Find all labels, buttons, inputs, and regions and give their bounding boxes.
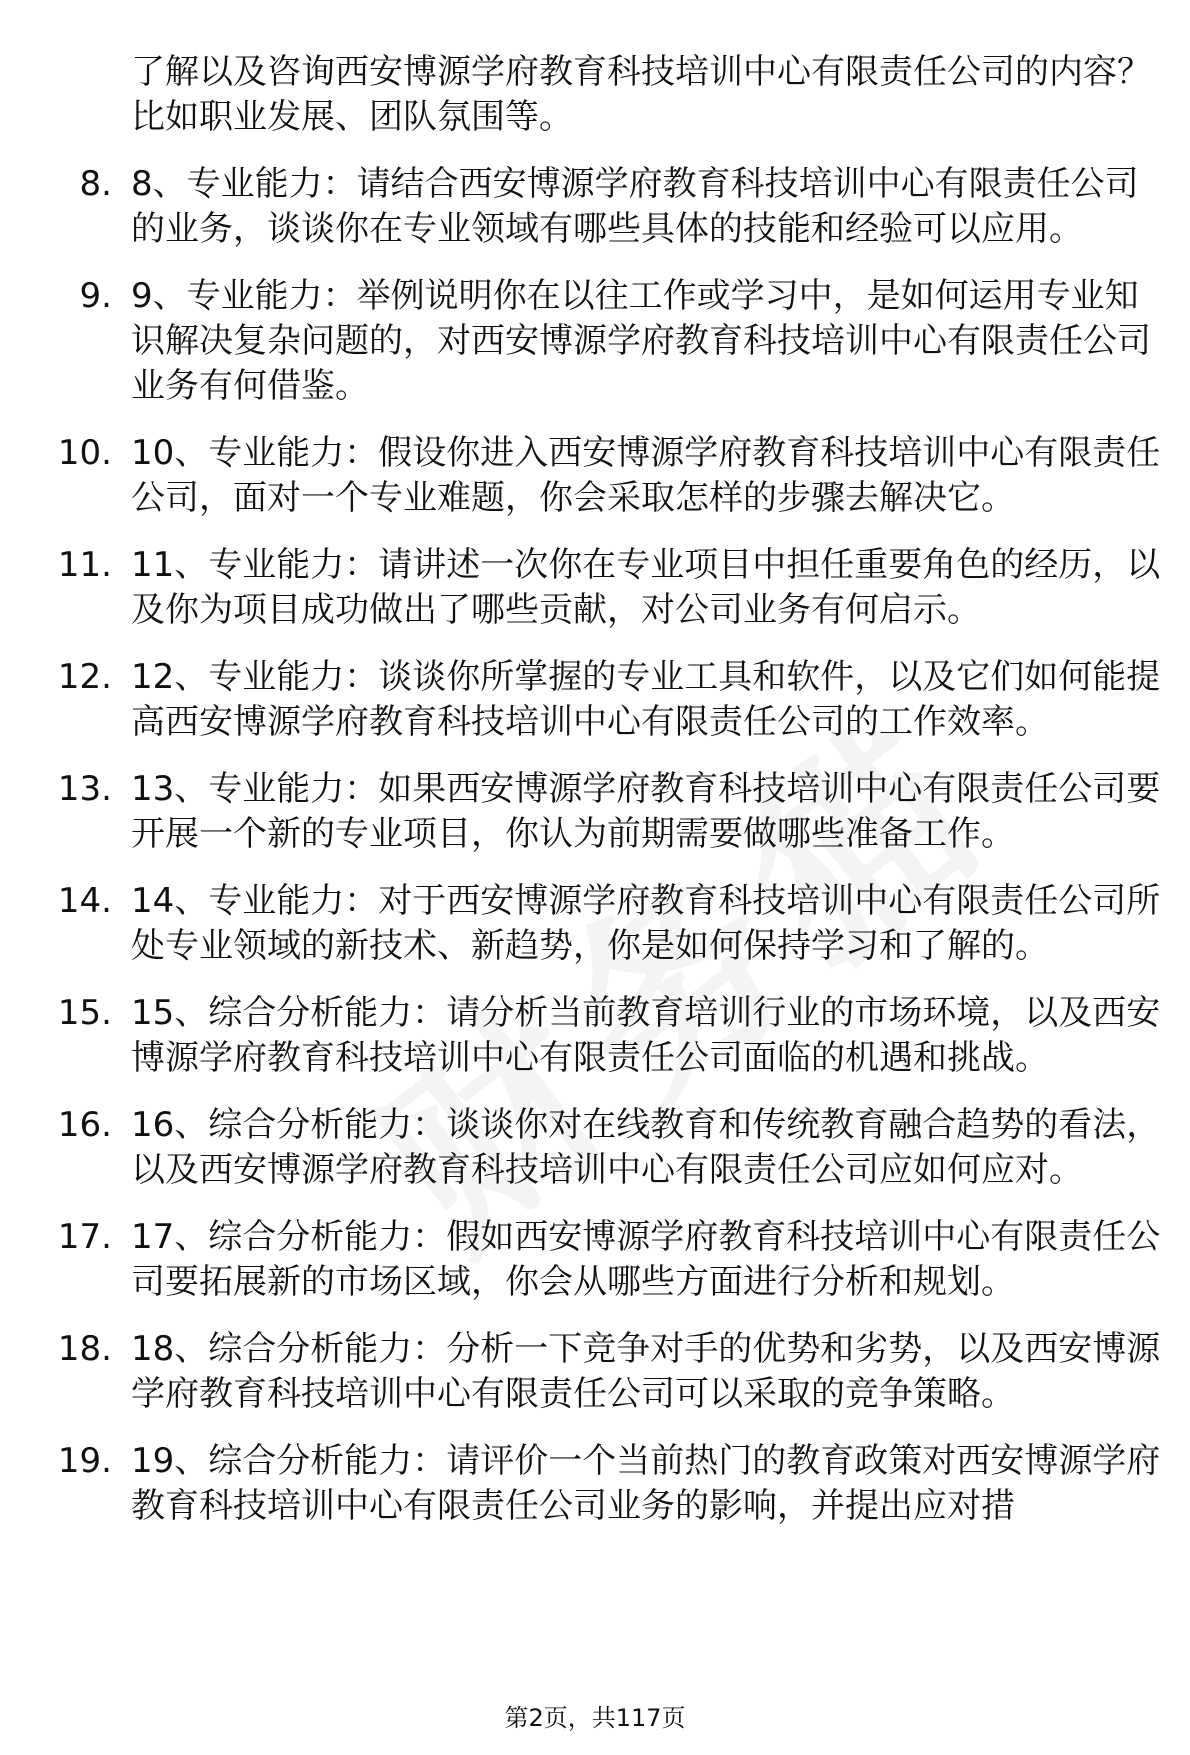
item-text: 13、专业能力：如果西安博源学府教育科技培训中心有限责任公司要开展一个新的专业项目，你认为前期需要做哪些准备工作。: [131, 769, 1161, 854]
list-item: [0, 879, 1190, 969]
item-text: 17、综合分析能力：假如西安博源学府教育科技培训中心有限责任公司要拓展新的市场区域，你会从哪些方面进行分析和规划。: [131, 1217, 1161, 1302]
list-item: [0, 274, 1190, 409]
list-item: [0, 543, 1190, 633]
item-number: 8.: [79, 164, 112, 204]
item-number: 10.: [57, 433, 112, 473]
list-item: [0, 991, 1190, 1081]
item-number: 15.: [57, 993, 112, 1033]
item-number: 19.: [57, 1441, 112, 1481]
item-text: 18、综合分析能力：分析一下竞争对手的优势和劣势，以及西安博源学府教育科技培训中心有限责任公司可以采取的竞争策略。: [131, 1329, 1161, 1414]
item-number: 12.: [57, 657, 112, 697]
page-footer: 第2页，共117页: [504, 1704, 686, 1732]
item-number: 18.: [57, 1329, 112, 1369]
list-item: [0, 1215, 1190, 1305]
list-item: [0, 767, 1190, 857]
item-text: 16、综合分析能力：谈谈你对在线教育和传统教育融合趋势的看法，以及西安博源学府教育科技培训中心有限责任公司应如何应对。: [131, 1105, 1161, 1190]
item-number: 11.: [57, 545, 112, 585]
item-text: 19、综合分析能力：请评价一个当前热门的教育政策对西安博源学府教育科技培训中心有限责任公司业务的影响，并提出应对措: [131, 1441, 1161, 1526]
list-item: [0, 162, 1190, 252]
item-text: 12、专业能力：谈谈你所掌握的专业工具和软件，以及它们如何能提高西安博源学府教育科技培训中心有限责任公司的工作效率。: [131, 657, 1161, 742]
list-item: [0, 1103, 1190, 1193]
item-text: 11、专业能力：请讲述一次你在专业项目中担任重要角色的经历，以及你为项目成功做出了哪些贡献，对公司业务有何启示。: [131, 545, 1161, 630]
item-number: 16.: [57, 1105, 112, 1145]
list-item: [0, 1327, 1190, 1417]
item-number: 13.: [57, 769, 112, 809]
item-text: 15、综合分析能力：请分析当前教育培训行业的市场环境，以及西安博源学府教育科技培训中心有限责任公司面临的机遇和挑战。: [131, 993, 1161, 1078]
item-text: 14、专业能力：对于西安博源学府教育科技培训中心有限责任公司所处专业领域的新技术、新趋势，你是如何保持学习和了解的。: [131, 881, 1161, 966]
list-item: [0, 431, 1190, 521]
item-text: 10、专业能力：假设你进入西安博源学府教育科技培训中心有限责任公司，面对一个专业难题，你会采取怎样的步骤去解决它。: [131, 433, 1161, 518]
list-item: [0, 655, 1190, 745]
continuation-text: 了解以及咨询西安博源学府教育科技培训中心有限责任公司的内容？比如职业发展、团队氛围等。: [131, 52, 1151, 137]
list-item: [0, 1439, 1190, 1529]
item-number: 9.: [79, 276, 112, 316]
item-text: 8、专业能力：请结合西安博源学府教育科技培训中心有限责任公司的业务，谈谈你在专业领域有哪些具体的技能和经验可以应用。: [131, 164, 1139, 249]
item-text: 9、专业能力：举例说明你在以往工作或学习中，是如何运用专业知识解决复杂问题的，对西安博源学府教育科技培训中心有限责任公司业务有何借鉴。: [131, 276, 1151, 406]
item-number: 17.: [57, 1217, 112, 1257]
question-list: [0, 50, 1190, 1551]
item-number: 14.: [57, 881, 112, 921]
